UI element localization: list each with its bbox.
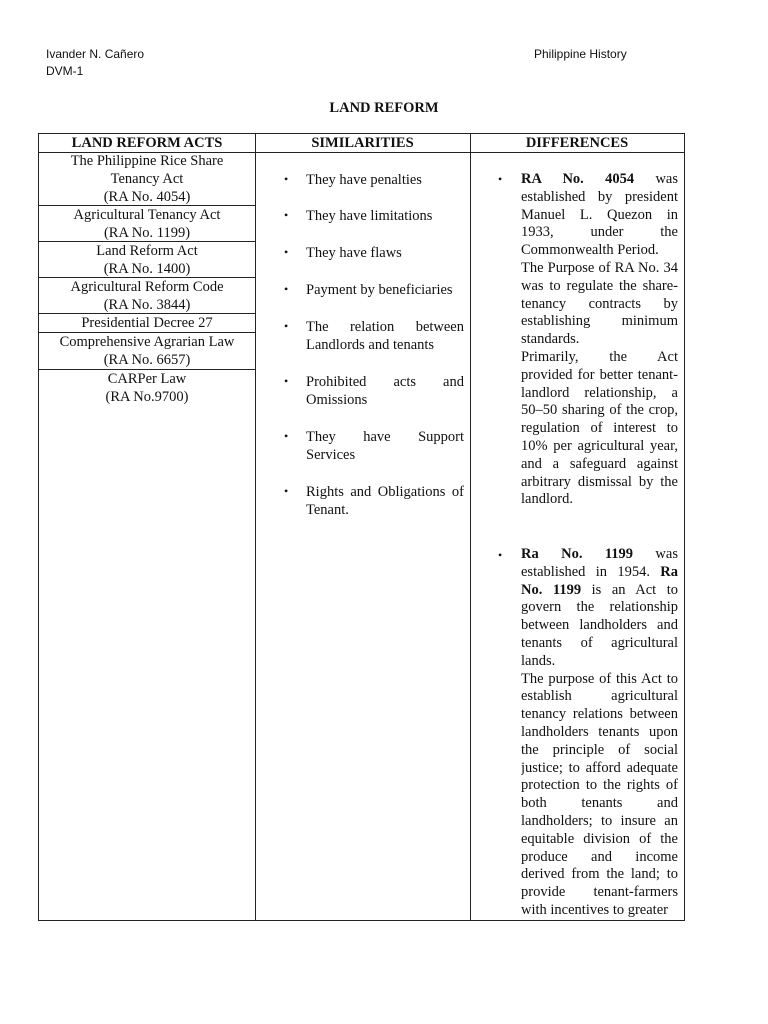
document-title: LAND REFORM (329, 100, 439, 116)
act-number: (RA No. 6657) (103, 352, 191, 368)
act-number: (RA No.9700) (105, 389, 189, 405)
similarity-item: They have penalties (306, 172, 422, 188)
author-section: DVM-1 (46, 64, 84, 78)
difference-provision: Primarily, the Act provided for better tenant-landlord relationship, a 50–50 sharing of the crop, regulation of interest to 10% per agricultural year, and a safeguard against arbitrary dismissal by the landlord. (521, 348, 678, 508)
column-header-similarities: SIMILARITIES (311, 135, 414, 151)
bullet-icon: • (498, 172, 503, 186)
bullet-icon: • (284, 245, 289, 259)
column-header-acts: LAND REFORM ACTS (71, 135, 223, 151)
column-divider (255, 134, 256, 920)
ra-number-bold: Ra No. 1199 (521, 546, 634, 562)
bullet-icon: • (284, 484, 289, 498)
act-name-line: Agricultural Reform Code (70, 279, 224, 295)
act-cell (39, 152, 255, 206)
act-number: (RA No. 4054) (103, 189, 191, 205)
column-header-differences: DIFFERENCES (525, 135, 629, 151)
act-name-line: The Philippine Rice Share (70, 153, 224, 169)
difference-ra1199 (521, 546, 678, 920)
column-divider (470, 134, 471, 920)
ra-number-bold: RA No. 4054 (521, 171, 635, 187)
bullet-icon: • (284, 208, 289, 222)
difference-text: was established in 1954. (521, 546, 678, 580)
difference-ra4054 (521, 171, 678, 509)
act-name-line: Land Reform Act (96, 243, 198, 259)
bullet-icon: • (284, 172, 289, 186)
act-cell (39, 370, 255, 406)
difference-text: is an Act to govern the relationship between landholders and tenants of agricultural lands. (521, 581, 678, 669)
difference-purpose: The purpose of this Act to establish agricultural tenancy relations between landholders tenants upon the principle of social justice; to afford adequate protection to the rights of both tenants and landholders; to insure an equitable division of the produce and income derived from the land; to provide tenant-farmers with incentives to greater (521, 670, 678, 918)
similarity-item: The relation between Landlords and tenants (306, 319, 464, 353)
similarity-item: Payment by beneficiaries (306, 282, 453, 298)
act-number: (RA No. 1400) (103, 261, 191, 277)
act-cell (39, 206, 255, 242)
bullet-icon: • (498, 548, 503, 562)
bullet-icon: • (284, 319, 289, 333)
ra-number-bold: Ra No. 1199 (521, 563, 678, 598)
similarity-item: They have flaws (306, 245, 402, 261)
bullet-icon: • (284, 374, 289, 388)
bullet-icon: • (284, 282, 289, 296)
difference-text: was established by president Manuel L. Quezon in 1933, under the Commonwealth Period. (521, 171, 678, 259)
author-name: Ivander N. Cañero (46, 47, 145, 61)
bullet-icon: • (284, 429, 289, 443)
act-name-line: Tenancy Act (110, 171, 184, 187)
act-cell (39, 278, 255, 314)
act-name-line: Agricultural Tenancy Act (73, 207, 221, 223)
difference-purpose: The Purpose of RA No. 34 was to regulate the share-tenancy contracts by establishing minimum standards. (521, 259, 678, 348)
act-cell (39, 333, 255, 369)
subject-label: Philippine History (534, 47, 627, 61)
act-name-line: Presidential Decree 27 (81, 315, 213, 331)
author-block (46, 46, 144, 80)
act-cell (39, 242, 255, 278)
act-cell (39, 314, 255, 332)
act-name-line: CARPer Law (107, 371, 187, 387)
act-number: (RA No. 3844) (103, 297, 191, 313)
similarity-item: They have Support Services (306, 429, 464, 463)
act-number: (RA No. 1199) (103, 225, 191, 241)
similarity-item: Prohibited acts and Omissions (306, 374, 464, 408)
similarity-item: Rights and Obligations of Tenant. (306, 484, 464, 518)
act-name-line: Comprehensive Agrarian Law (59, 334, 235, 350)
similarity-item: They have limitations (306, 208, 433, 224)
